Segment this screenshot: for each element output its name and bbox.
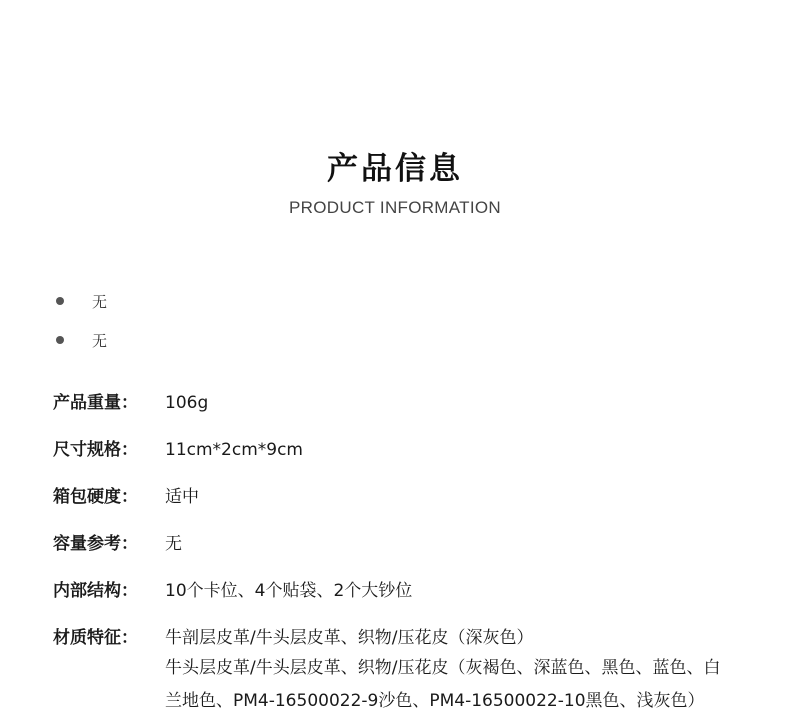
spec-value: 11cm*2cm*9cm [165, 440, 303, 460]
bullet-item [56, 330, 107, 350]
spec-value: 10个卡位、4个贴袋、2个大钞位 [165, 581, 413, 601]
bullet-dot-icon [56, 297, 64, 305]
spec-row-structure [53, 579, 773, 626]
spec-value: 106g [165, 393, 209, 413]
material-line: 牛头层皮革/牛头层皮革、织物/压花皮（灰褐色、深蓝色、黑色、蓝色、白 [165, 658, 721, 678]
spec-label: 尺寸规格： [53, 440, 138, 460]
bullet-text: 无 [92, 292, 108, 311]
material-lines [165, 626, 720, 718]
bullet-list [56, 291, 107, 369]
spec-label: 内部结构： [53, 581, 138, 601]
spec-row-capacity [53, 532, 773, 579]
spec-label: 材质特征： [53, 628, 138, 648]
spec-row-size [53, 438, 773, 485]
spec-label: 容量参考： [53, 534, 138, 554]
bullet-item [56, 291, 107, 311]
spec-label: 箱包硬度： [53, 487, 138, 507]
bullet-dot-icon [56, 336, 64, 344]
section-subtitle: PRODUCT INFORMATION [289, 198, 501, 217]
material-line: 兰地色、PM4-16500022-9沙色、PM4-16500022-10黑色、浅灰色） [165, 691, 705, 711]
spec-row-hardness [53, 485, 773, 532]
spec-label: 产品重量： [53, 393, 138, 413]
spec-value: 无 [165, 534, 182, 554]
material-line: 牛剖层皮革/牛头层皮革、织物/压花皮（深灰色） [165, 628, 534, 648]
spec-table [53, 391, 773, 718]
section-title: 产品信息 [327, 151, 463, 187]
spec-value: 适中 [165, 487, 199, 507]
bullet-text: 无 [92, 331, 108, 350]
spec-row-weight [53, 391, 773, 438]
spec-row-material [53, 626, 773, 718]
